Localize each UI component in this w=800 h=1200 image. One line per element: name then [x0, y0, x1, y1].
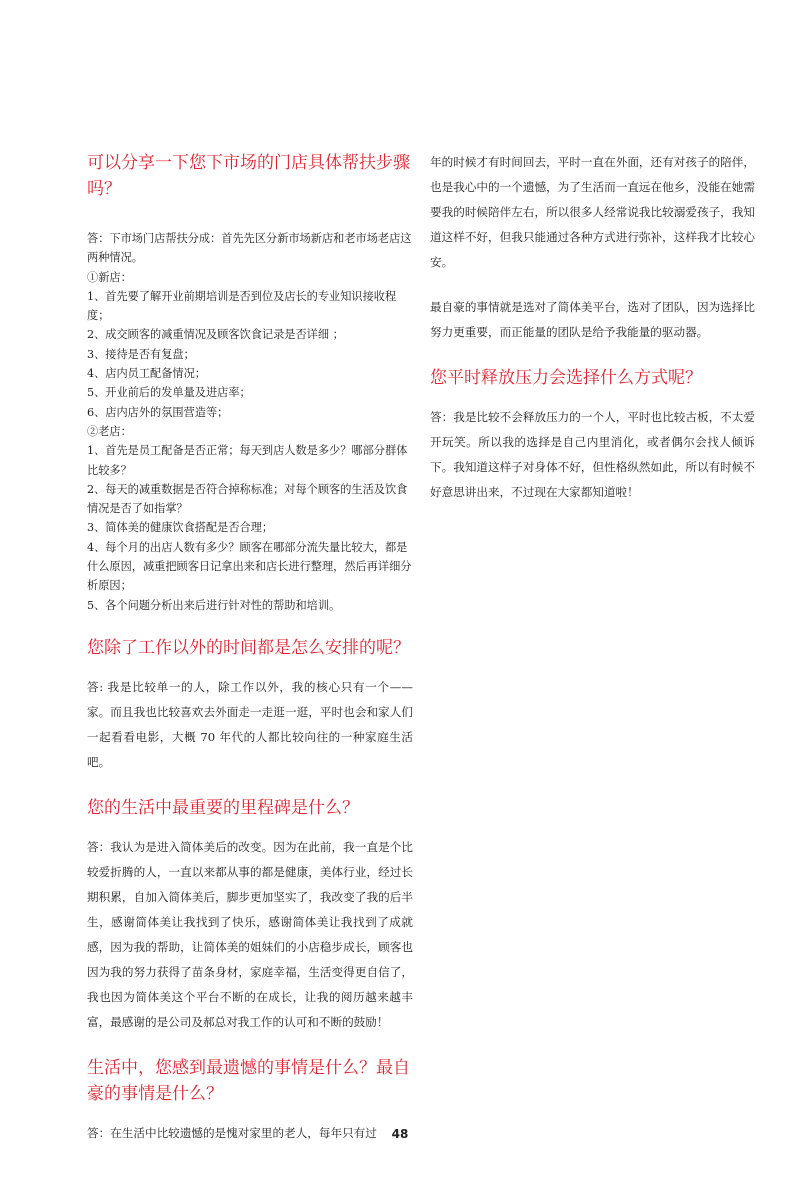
- list-item: 3、接待是否有复盘；: [87, 347, 195, 361]
- list-item: 5、开业前后的发单量及进店率；: [87, 386, 251, 400]
- list-item: 1、首先是员工配备是否正常；每天到店人数是多少？哪部分群体比较多？: [87, 444, 408, 477]
- page-number: 48: [391, 1127, 409, 1141]
- list-item: 1、首先要了解开业前期培训是否到位及店长的专业知识接收程度；: [87, 289, 397, 323]
- answer-stress-relief: 答：我是比较不会释放压力的一个人，平时也比较古板，不太爱开玩笑。所以我的选择是自己内里消化，或者偶尔会找人倾诉下。我知道这样子对身体不好，但性格纵然如此，所以有时候不好意思讲出来，不过现在大家都知道啦！: [430, 410, 755, 499]
- answer-intro: 答：下市场门店帮扶分成：首先先区分新市场新店和老市场老店这两种情况。: [87, 232, 412, 265]
- answer-regret-start: 答：在生活中比较遗憾的是愧对家里的老人，每年只有过: [87, 1125, 377, 1140]
- left-column: [87, 150, 413, 1146]
- list-item: 6、店内店外的氛围营造等；: [87, 405, 229, 419]
- question-heading-milestone: 您的生活中最重要的里程碑是什么？: [87, 797, 359, 818]
- new-store-label: ①新店：: [87, 270, 132, 284]
- list-item: 5、各个问题分析出来后进行针对性的帮助和培训。: [87, 598, 341, 612]
- question-heading-store-support: 可以分享一下您下市场的门店具体帮扶步骤吗？: [87, 153, 410, 199]
- question-heading-regret-pride: 生活中，您感到最遗憾的事情是什么？最自豪的事情是什么？: [87, 1057, 410, 1104]
- list-item: 4、每个月的出店人数有多少？顾客在哪部分流失量比较大，都是什么原因，减重把顾客日记拿出来和店长进行整理，然后再详细分析原因；: [87, 540, 412, 593]
- right-column: [430, 150, 755, 505]
- list-item: 3、简体美的健康饮食搭配是否合理；: [87, 521, 274, 535]
- list-item: 2、成交顾客的减重情况及顾客饮食记录是否详细 ；: [87, 328, 344, 342]
- question-heading-stress-relief: 您平时释放压力会选择什么方式呢？: [430, 368, 702, 388]
- old-store-label: ②老店：: [87, 424, 132, 438]
- answer-regret-continued: 年的时候才有时间回去，平时一直在外面，还有对孩子的陪伴，也是我心中的一个遗憾，为了生活而一直远在他乡，没能在她需要我的时候陪伴左右，所以很多人经常说我比较溺爱孩子，我知道这样不好，但我只能通过各种方式进行弥补，这样我才比较心安。: [430, 155, 755, 269]
- answer-pride: 最自豪的事情就是选对了简体美平台，选对了团队，因为选择比努力更重要，而正能量的团队是给予我能量的驱动器。: [430, 300, 755, 339]
- answer-free-time: 答: 我是比较单一的人，除工作以外，我的核心只有一个——家。而且我也比较喜欢去外面走一走逛一逛，平时也会和家人们一起看看电影，大概 70 年代的人都比较向往的一种家庭生活吧。: [87, 679, 413, 769]
- answer-milestone: 答：我认为是进入简体美后的改变。因为在此前，我一直是个比较爱折腾的人，一直以来都从事的都是健康，美体行业，经过长期积累，自加入简体美后，脚步更加坚实了，我改变了我的后半生，感谢简体美让我找到了快乐，感谢简体美让我找到了成就感，因为我的帮助，让简体美的姐妹们的小店稳步成长，顾客也因为我的努力获得了苗条身材，家庭幸福，生活变得更自信了，我也因为简体美这个平台不断的在成长，让我的阅历越来越丰富，最感谢的是公司及郝总对我工作的认可和不断的鼓励！: [87, 839, 413, 1029]
- list-item: 2、每天的减重数据是否符合掉称标准；对每个顾客的生活及饮食情况是否了如指掌？: [87, 482, 408, 516]
- list-item: 4、店内员工配备情况；: [87, 367, 206, 381]
- question-heading-free-time: 您除了工作以外的时间都是怎么安排的呢？: [87, 637, 410, 658]
